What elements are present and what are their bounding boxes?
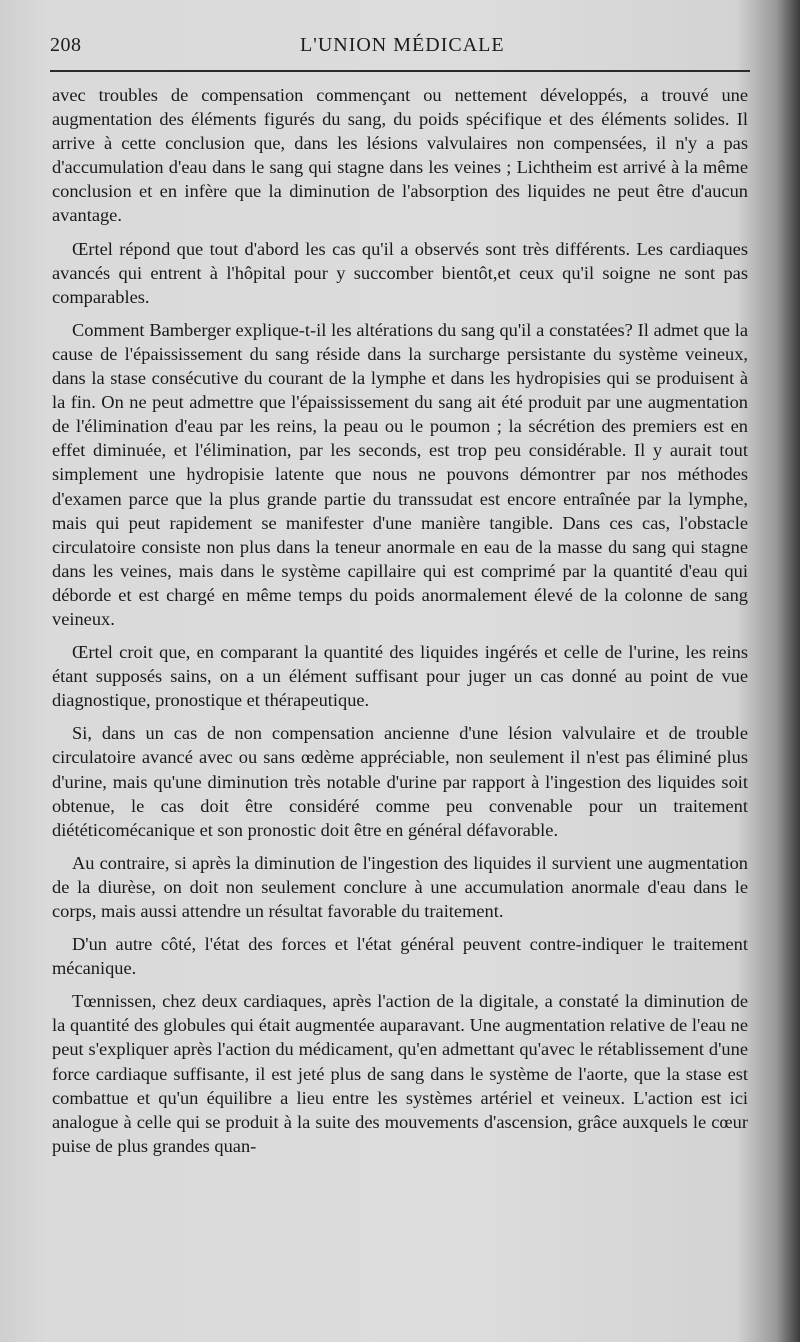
- paragraph: Au contraire, si après la diminution de l'ingestion des liquides il survient une augmentation de la diurèse, on doit non seulement conclure à une accumulation anormale d'eau dans le corps, mais aussi attendre un résultat favorable du traitement.: [52, 852, 748, 921]
- body-text: [52, 83, 748, 1167]
- paragraph: Œrtel croit que, en comparant la quantité des liquides ingérés et celle de l'urine, les reins étant supposés sains, on a un élément suffisant pour juger un cas donné au point de vue diagnostique, pronostique et thérapeutique.: [52, 642, 748, 711]
- paragraph: Tœnnissen, chez deux cardiaques, après l'action de la digitale, a constaté la diminution de la quantité des globules qui était augmentée auparavant. Une augmentation relative de l'eau ne peut s'expliquer après l'action du médicament, qu'en admettant qu'avec le rétablissement d'une force cardiaque suffisante, il est jeté plus de sang dans le système de l'aorte, que la stase est combattue et qu'un équilibre a lieu entre les systèmes artériel et veineux. L'action est ici analogue à celle qui se produit à la suite des mouvements d'ascension, grâce auxquels le cœur puise de plus grandes quan-: [52, 991, 748, 1156]
- paragraph: D'un autre côté, l'état des forces et l'état général peuvent contre-indiquer le traitement mécanique.: [52, 934, 748, 979]
- header-rule: [50, 70, 750, 72]
- page-number: 208: [50, 34, 82, 56]
- paragraph: Œrtel répond que tout d'abord les cas qu'il a observés sont très différents. Les cardiaques avancés qui entrent à l'hôpital pour y succomber bientôt,et ceux qu'il soigne ne sont pas comparables.: [52, 238, 748, 307]
- paragraph: Si, dans un cas de non compensation ancienne d'une lésion valvulaire et de trouble circulatoire avancé avec ou sans œdème appréciable, non seulement il n'est pas éliminé plus d'urine, mais qu'une diminution très notable d'urine par rapport à l'ingestion des liquides soit obtenue, le cas doit être considéré comme peu convenable pour un traitement diététicomécanique et son pronostic doit être en général défavorable.: [52, 723, 748, 840]
- paragraph: avec troubles de compensation commençant ou nettement développés, a trouvé une augmentation des éléments figurés du sang, du poids spécifique et des éléments solides. Il arrive à cette conclusion que, dans les lésions valvulaires non compensées, il n'y a pas d'accumulation d'eau dans le sang qui stagne dans les veines ; Lichtheim est arrivé à la même conclusion et en infère que la diminution de l'absorption des liquides ne peut être d'aucun avantage.: [52, 85, 748, 226]
- page-header: [50, 34, 750, 64]
- paragraph: Comment Bamberger explique-t-il les altérations du sang qu'il a constatées? Il admet que la cause de l'épaississement du sang réside dans la surcharge persistante du système veineux, dans la stase consécutive du courant de la lymphe et dans les hydropisies qui se produisent à la fin. On ne peut admettre que l'épaississement du sang ait été produit par une augmentation de l'élimination d'eau par les reins, la peau ou le poumon ; la sécrétion des premiers est en effet diminuée, et l'élimination, par les seconds, est trop peu considérable. Il y aurait tout simplement une hydropisie latente que nous ne pouvons démontrer par nos méthodes d'examen parce que la plus grande partie du transsudat est encore entraînée par la lymphe, mais qui peut rapidement se manifester d'une manière tangible. Dans ces cas, l'obstacle circulatoire consiste non plus dans la teneur anormale en eau de la masse du sang qui stagne dans les veines, mais dans le système capillaire qui est comprimé par la quantité d'eau qui déborde et est chargé en même temps du poids anormalement élevé de la colonne de sang veineux.: [52, 319, 748, 629]
- running-title: L'UNION MÉDICALE: [300, 34, 505, 56]
